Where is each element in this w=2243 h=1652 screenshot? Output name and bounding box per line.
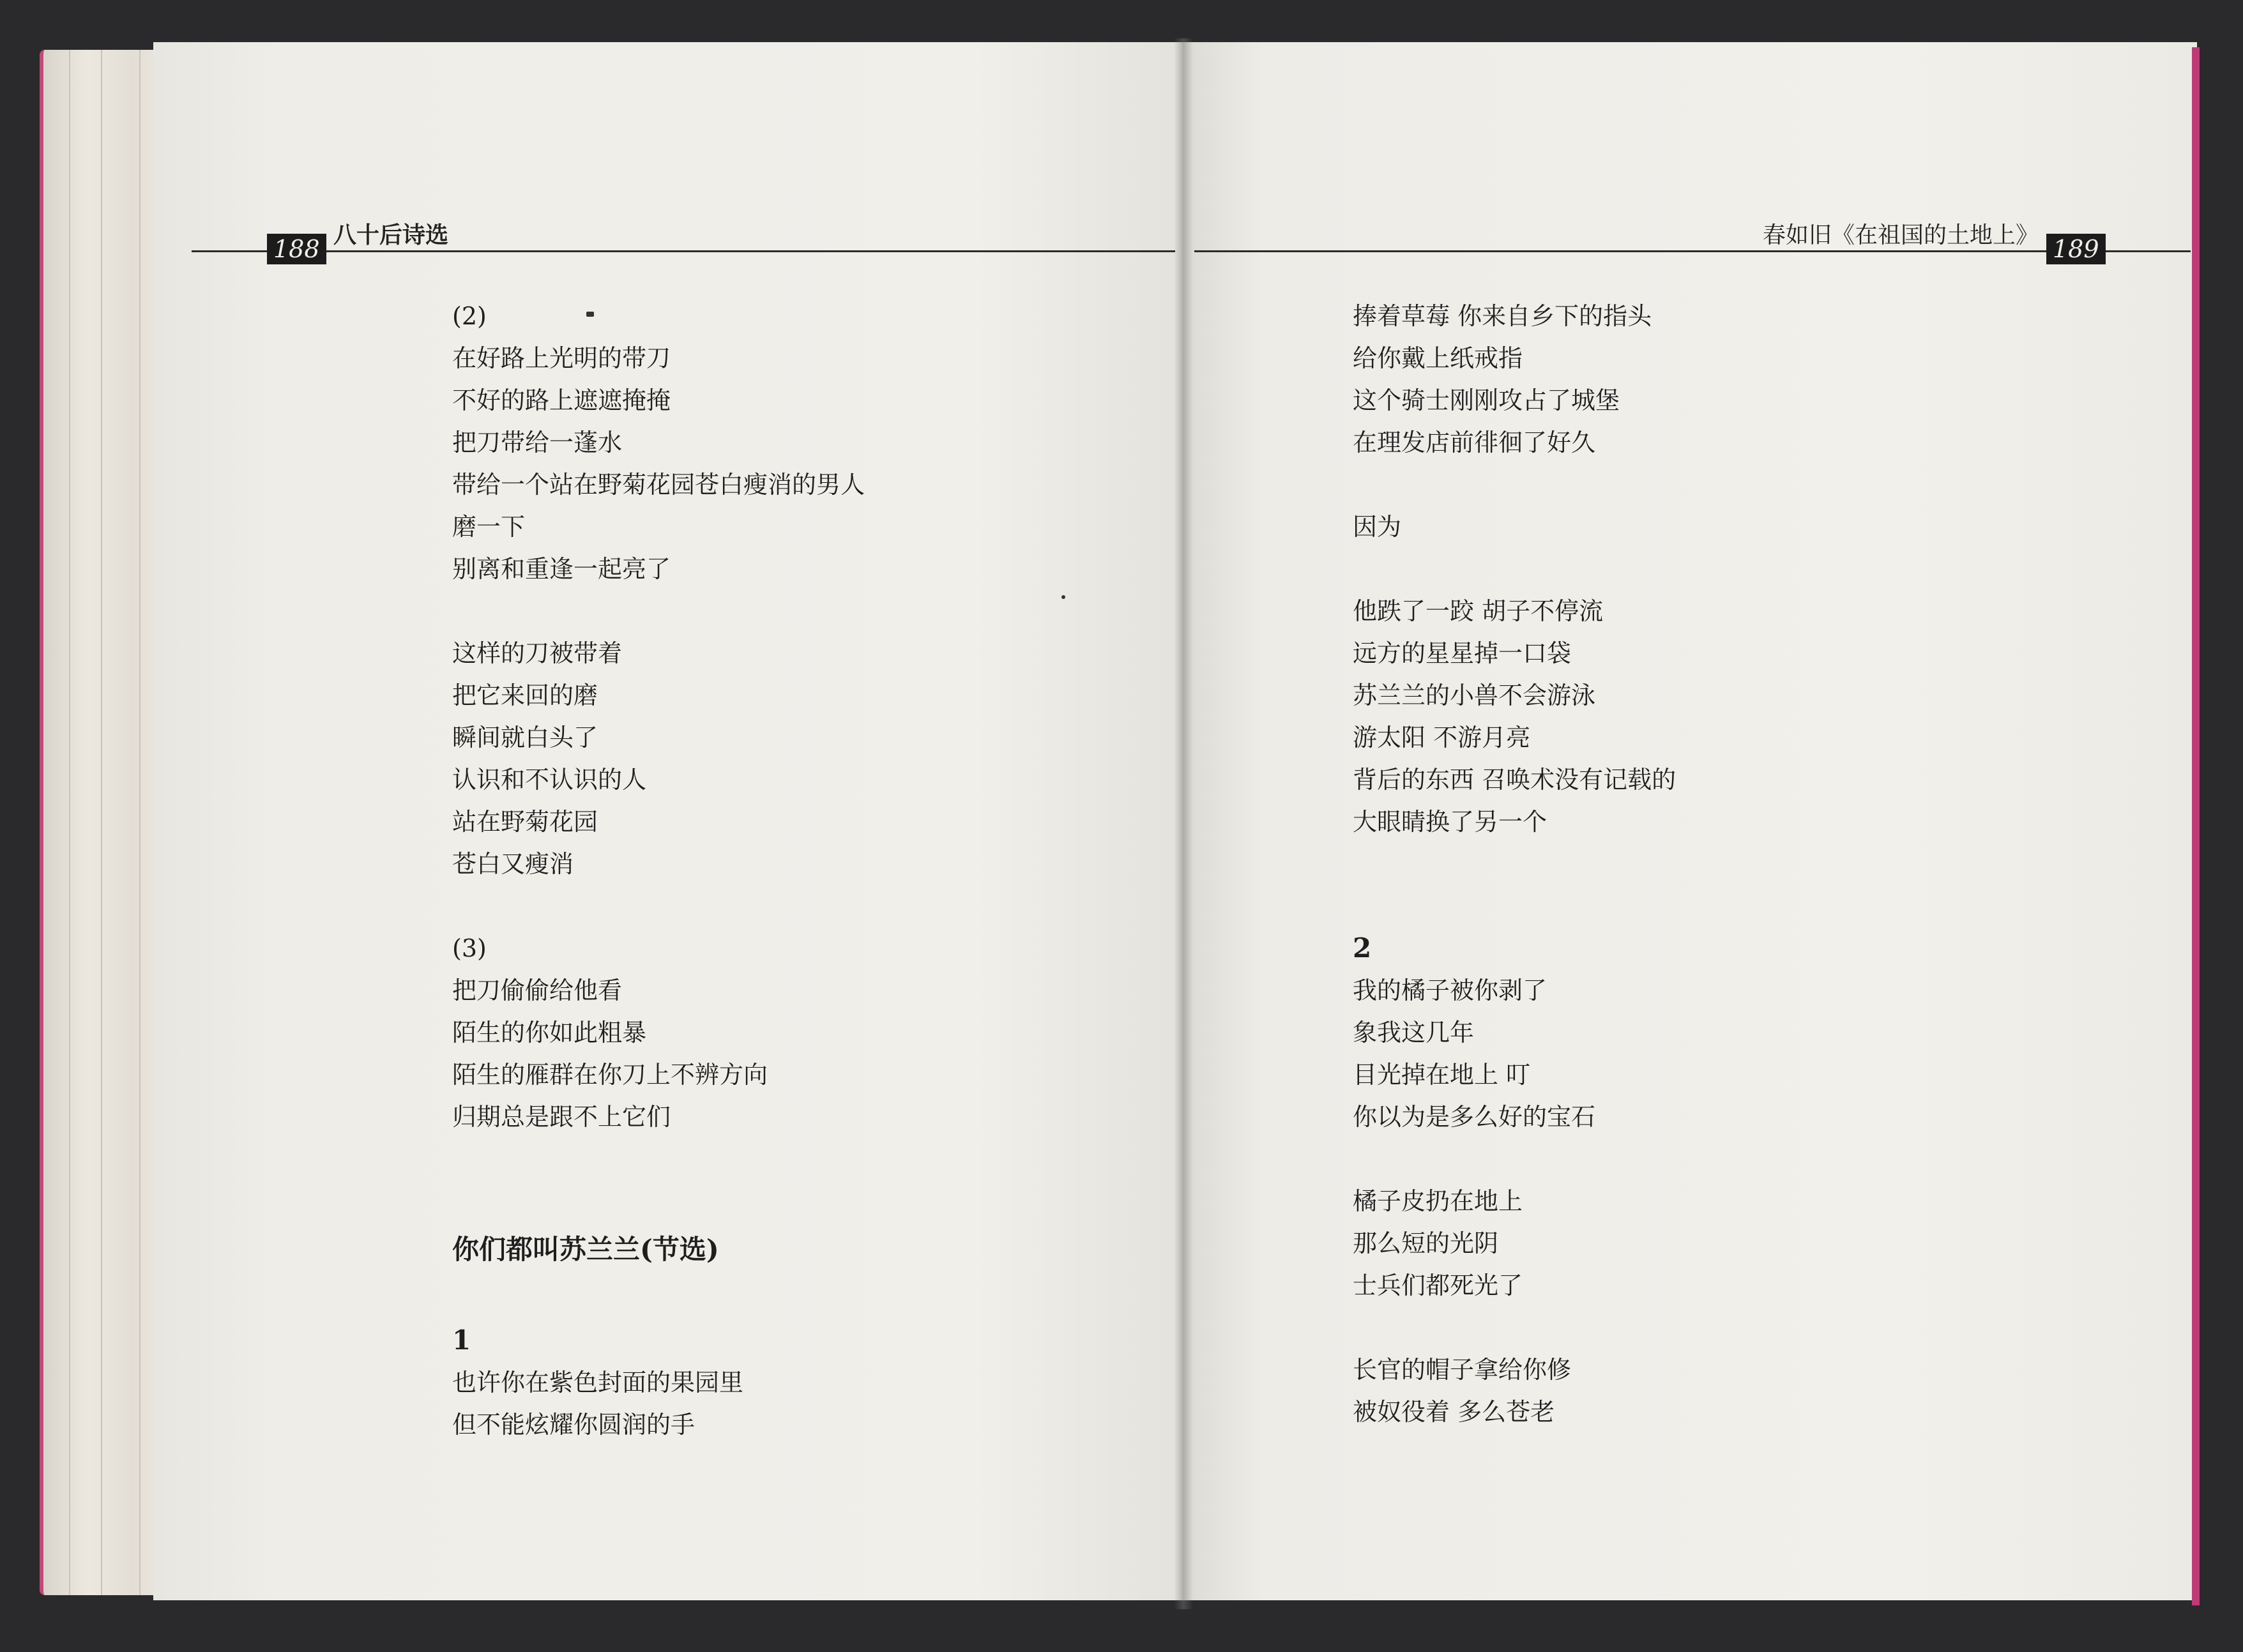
poem-line: 这样的刀被带着 [452, 639, 623, 667]
section-number: 2 [1353, 932, 1372, 964]
running-head-right: 春如旧《在祖国的土地上》 [1763, 222, 2039, 248]
poem-line: 把刀偷偷给他看 [452, 976, 623, 1004]
poem-line: 大眼睛换了另一个 [1353, 808, 1547, 836]
stanza-break [1353, 1138, 1676, 1180]
right-poem-column [1353, 295, 1676, 1433]
poem-line: 在理发店前徘徊了好久 [1353, 428, 1596, 457]
poem-line: 苏兰兰的小兽不会游泳 [1353, 681, 1596, 709]
poem-line: 被奴役着 多么苍老 [1353, 1398, 1555, 1426]
poem-line: 你以为是多么好的宝石 [1353, 1103, 1596, 1131]
poem-title: 你们都叫苏兰兰(节选) [452, 1234, 719, 1265]
poem-line: 他跌了一跤 胡子不停流 [1353, 597, 1604, 625]
page-number-left: 188 [267, 234, 326, 264]
poem-line: 但不能炫耀你圆润的手 [452, 1411, 696, 1439]
poem-line: 因为 [1353, 513, 1402, 541]
stanza-break [1353, 885, 1676, 927]
stanza-break [1353, 464, 1676, 506]
poem-line: 不好的路上遮遮掩掩 [452, 386, 671, 414]
poem-line: 带给一个站在野菊花园苍白瘦消的男人 [452, 471, 865, 499]
poem-line: 陌生的你如此粗暴 [452, 1019, 647, 1047]
print-speck [586, 312, 594, 317]
left-poem-column [452, 295, 865, 1446]
stanza-break [1353, 548, 1676, 590]
header-rule-right [1194, 250, 2191, 252]
poem-line: 给你戴上纸戒指 [1353, 344, 1523, 372]
right-page [1182, 42, 2197, 1600]
print-speck [1061, 595, 1065, 599]
poem-line: 站在野菊花园 [452, 808, 598, 836]
poem-line: 瞬间就白头了 [452, 724, 598, 752]
poem-line: 象我这几年 [1353, 1019, 1475, 1047]
poem-line: 把刀带给一蓬水 [452, 428, 623, 457]
poem-line: 远方的星星掉一口袋 [1353, 639, 1572, 667]
section-number: 1 [452, 1324, 471, 1356]
poem-line: (3) [452, 934, 487, 962]
header-rule-left [192, 250, 1175, 252]
book-gutter [1174, 38, 1193, 1609]
title-break [452, 1277, 865, 1319]
poem-line: 游太阳 不游月亮 [1353, 724, 1531, 752]
section-break [452, 1138, 865, 1222]
poem-line: 士兵们都死光了 [1353, 1271, 1523, 1300]
poem-line: 背后的东西 召唤术没有记载的 [1353, 766, 1677, 794]
poem-line: 别离和重逢一起亮了 [452, 555, 671, 583]
poem-line: 这个骑士刚刚攻占了城堡 [1353, 386, 1620, 414]
poem-line: 也许你在紫色封面的果园里 [452, 1368, 744, 1397]
poem-line: 把它来回的磨 [452, 681, 598, 709]
page-number-right: 189 [2046, 234, 2106, 264]
poem-line: 长官的帽子拿给你修 [1353, 1356, 1572, 1384]
poem-line: 目光掉在地上 叮 [1353, 1061, 1531, 1089]
poem-line: 磨一下 [452, 513, 526, 541]
book-edge [2192, 47, 2200, 1605]
stanza-break [452, 885, 865, 927]
stanza-break [452, 590, 865, 632]
poem-line: 认识和不认识的人 [452, 766, 647, 794]
poem-line: 苍白又瘦消 [452, 850, 574, 878]
poem-line: 橘子皮扔在地上 [1353, 1187, 1523, 1215]
poem-line: 在好路上光明的带刀 [452, 344, 671, 372]
stanza-break [1353, 1307, 1676, 1349]
running-head-left: 八十后诗选 [333, 222, 449, 248]
poem-line: (2) [452, 302, 487, 330]
poem-line: 我的橘子被你剥了 [1353, 976, 1547, 1004]
poem-line: 那么短的光阴 [1353, 1229, 1499, 1257]
poem-line: 捧着草莓 你来自乡下的指头 [1353, 302, 1652, 330]
stanza-break [1353, 843, 1676, 885]
poem-line: 归期总是跟不上它们 [452, 1103, 671, 1131]
poem-line: 陌生的雁群在你刀上不辨方向 [452, 1061, 768, 1089]
